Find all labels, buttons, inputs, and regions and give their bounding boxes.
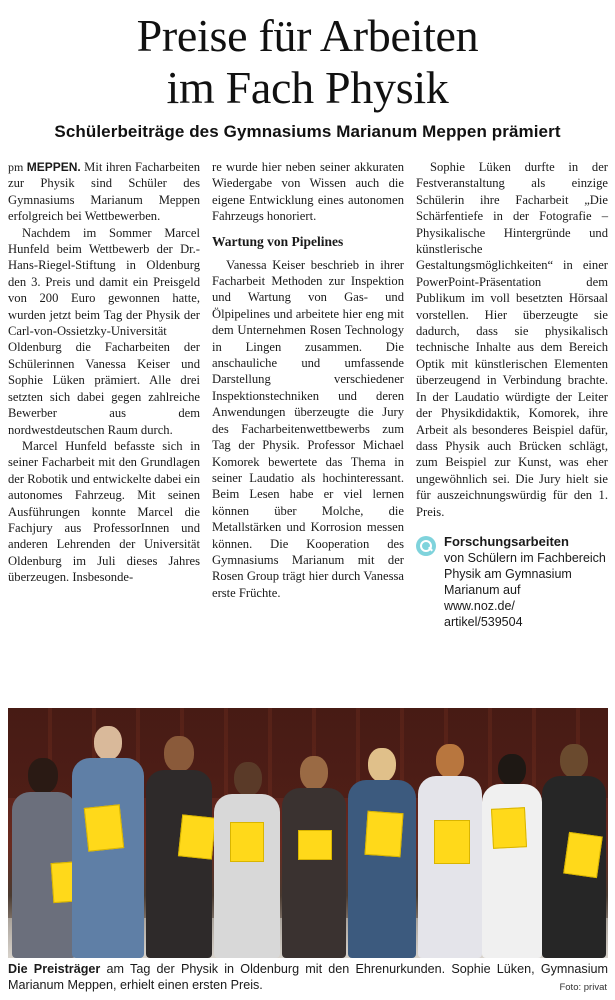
article-column-2 bbox=[212, 159, 404, 601]
article-column-3 bbox=[416, 159, 608, 630]
certificate bbox=[491, 807, 527, 849]
certificate bbox=[563, 832, 603, 878]
headline-line-2: im Fach Physik bbox=[166, 62, 449, 113]
infobox-text bbox=[444, 534, 608, 630]
infobox-description: von Schülern im Fachbereich Physik am Gymnasium Marianum auf bbox=[444, 550, 606, 597]
photo-person bbox=[12, 758, 76, 958]
article-paragraph: Nachdem im Sommer Marcel Hunfeld beim Wettbewerb der Dr.-Hans-Riegel-Stiftung in Oldenburg den 3. Preis und damit ein Preisgeld von 200 Euro gewonnen hatte, wurden jetzt beim Tag der Physik der Carl-von-Ossietzky-Universität Oldenburg die Facharbeiten der Schülerinnen Vanessa Keiser und Sophie Lüken prämiert. Alle drei setzten sich dabei gegen zahlreiche Bewerber aus dem nordwestdeutschen Raum durch. bbox=[8, 225, 200, 437]
certificate bbox=[84, 804, 124, 852]
photo-person bbox=[72, 726, 144, 958]
certificate bbox=[298, 830, 332, 860]
caption-lead: Die Preisträger bbox=[8, 962, 101, 976]
article-column-1 bbox=[8, 159, 200, 586]
online-infobox[interactable] bbox=[416, 534, 608, 630]
infobox-url-2[interactable]: artikel/539504 bbox=[444, 614, 523, 629]
infobox-title: Forschungsarbeiten bbox=[444, 533, 569, 549]
photo-person bbox=[542, 744, 606, 958]
infobox-url-1[interactable]: www.noz.de/ bbox=[444, 598, 515, 613]
photo-person bbox=[418, 744, 482, 958]
group-photo bbox=[8, 708, 608, 958]
certificate bbox=[434, 820, 470, 864]
article-paragraph: Marcel Hunfeld befasste sich in seiner Facharbeit mit den Grundlagen der Robotik und entwickelte dabei ein autonomes Fahrzeug. Mit seinen Ausführungen konnte Marcel die Fachjury aus ProfessorInnen und anderen Lehrenden der Universität Oldenburg im Juli dieses Jahres überzeugen. Insbesonde- bbox=[8, 438, 200, 585]
photo-person bbox=[214, 762, 280, 958]
photo-credit: Foto: privat bbox=[559, 982, 607, 993]
search-icon bbox=[416, 536, 436, 556]
article-paragraph: re wurde hier neben seiner akkuraten Wiedergabe von Wissen auch die eigene Entwicklung eines autonomen Fahrzeugs honoriert. bbox=[212, 160, 404, 224]
photo-person bbox=[482, 754, 542, 958]
article-paragraph: Vanessa Keiser beschrieb in ihrer Facharbeit Methoden zur Inspektion und Wartung von Gas- und Ölpipelines und arbeitete hier eng mit dem Unternehmen Rosen Technology in Lingen zusammen. Die anschauliche und umfassende Darstellung verschiedener Inspektionstechniken und deren Anwendungen überzeugte die Jury des Facharbeitenwettbewerbs zum Tag der Physik. Professor Michael Komorek bewertete das Thema in seiner Laudatio als hochinteressant. Beim Lesen habe er viel lernen können über Molche, die Metallstärken und Korrosion messen können. Die Kooperation des Gymnasiums Marianum mit der Rosen Group trägt hier durch Vanessa erste Früchte. bbox=[212, 257, 404, 600]
caption-text: am Tag der Physik in Oldenburg mit den Ehrenurkunden. Sophie Lüken, Gymnasium Marianum Meppen, erhielt einen ersten Preis. bbox=[8, 962, 608, 992]
paragraph-text: Mit ihren Facharbeiten zur Physik sind Schüler des Gymnasiums Marianum Meppen erfolgreich bei Wettbewerben. bbox=[8, 160, 201, 224]
author-initials: pm bbox=[8, 160, 24, 174]
dateline: MEPPEN. bbox=[26, 160, 81, 174]
subheadline: Schülerbeiträge des Gymnasiums Marianum Meppen prämiert bbox=[54, 122, 561, 141]
certificate bbox=[230, 822, 264, 862]
photo-person bbox=[282, 756, 346, 958]
article-body bbox=[8, 159, 608, 705]
photo-person bbox=[348, 748, 416, 958]
headline-line-1: Preise für Arbeiten bbox=[136, 10, 479, 61]
article-paragraph: Sophie Lüken durfte in der Festveranstaltung als einzige Schülerin ihre Facharbeit „Die Schärfentiefe in der Fotografie – Physikalische Hintergründe und künstlerische Gestaltungsmöglichkeiten“ in einer PowerPoint-Präsentation dem Publikum im voll besetzten Hörsaal vorstellen. Hier überzeugte sie dadurch, dass sie physikalisch technische Inhalte aus dem Bereich Optik mit künstlerischen Elementen überzeugend in Verbindung brachte. In der Laudatio würdigte der Leiter der Physikdidaktik, Komorek, ihre Arbeit als besonderes Beispiel dafür, dass Physik auch Brücken schlägt, zum Beispiel zur Kunst, was eher ungewöhnlich sei. Die Jury hielt sie für auszeichnungswürdig für den 1. Preis. bbox=[416, 160, 608, 519]
certificate bbox=[365, 811, 404, 857]
headline bbox=[0, 10, 615, 114]
certificate bbox=[178, 814, 216, 859]
photo-person bbox=[146, 736, 212, 958]
section-subheading: Wartung von Pipelines bbox=[212, 233, 344, 249]
photo-caption bbox=[8, 961, 608, 993]
article-paragraph bbox=[8, 159, 200, 225]
